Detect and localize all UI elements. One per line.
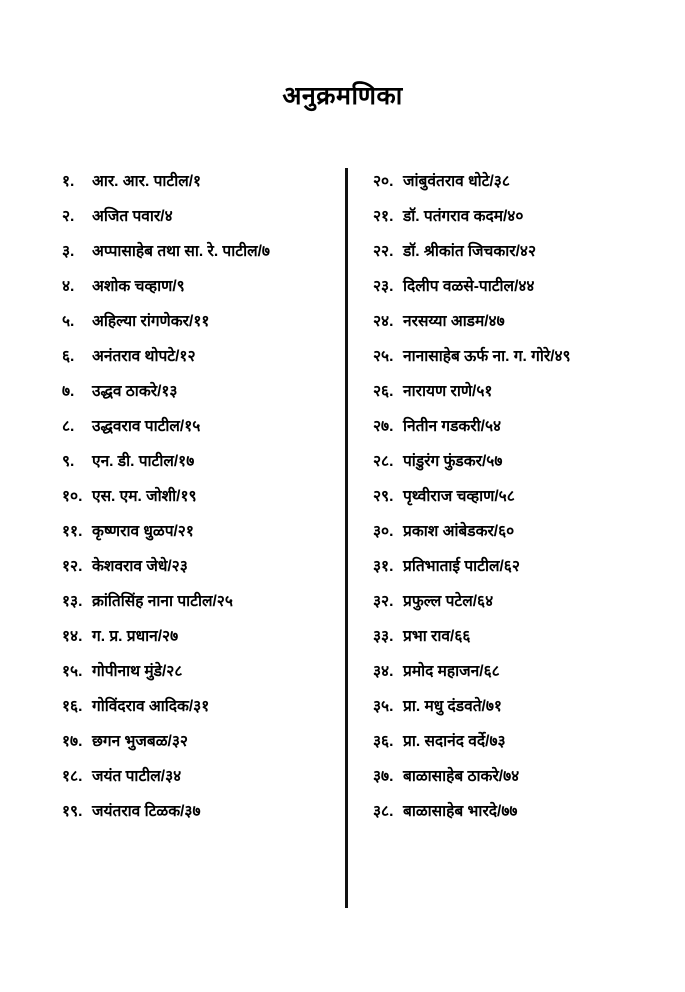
list-item[interactable] xyxy=(373,804,623,820)
item-number: ३४. xyxy=(373,663,394,680)
item-number: ६. xyxy=(62,348,75,365)
item-number: २३. xyxy=(373,278,394,295)
item-number: ३०. xyxy=(373,523,394,540)
item-title: छगन भुजबळ/३२ xyxy=(92,733,188,750)
list-item[interactable] xyxy=(373,769,623,785)
item-title: जयंत पाटील/३४ xyxy=(92,768,182,785)
list-item[interactable] xyxy=(373,454,623,470)
list-item[interactable] xyxy=(62,244,338,260)
item-number: १६. xyxy=(62,698,83,715)
item-number: २८. xyxy=(373,453,394,470)
item-number: १५. xyxy=(62,663,83,680)
item-number: ३२. xyxy=(373,593,394,610)
list-item[interactable] xyxy=(373,279,623,295)
toc-column-left xyxy=(62,174,338,839)
list-item[interactable] xyxy=(62,664,338,680)
item-number: ५. xyxy=(62,313,75,330)
list-item[interactable] xyxy=(62,419,338,435)
item-number: ३७. xyxy=(373,768,394,785)
item-number: ३. xyxy=(62,243,75,260)
item-title: अशोक चव्हाण/९ xyxy=(92,278,185,295)
item-title: दिलीप वळसे-पाटील/४४ xyxy=(403,278,535,295)
item-number: ३८. xyxy=(373,803,394,820)
list-item[interactable] xyxy=(62,769,338,785)
list-item[interactable] xyxy=(373,699,623,715)
item-title: प्रभा राव/६६ xyxy=(403,628,471,645)
item-title: प्रा. सदानंद वर्दे/७३ xyxy=(403,733,506,750)
item-number: १२. xyxy=(62,558,83,575)
item-title: नितीन गडकरी/५४ xyxy=(403,418,502,435)
item-title: प्रा. मधु दंडवते/७१ xyxy=(403,698,502,715)
list-item[interactable] xyxy=(62,699,338,715)
list-item[interactable] xyxy=(373,664,623,680)
list-item[interactable] xyxy=(373,244,623,260)
item-title: प्रतिभाताई पाटील/६२ xyxy=(403,558,520,575)
item-title: अप्पासाहेब तथा सा. रे. पाटील/७ xyxy=(92,243,270,260)
item-number: २५. xyxy=(373,348,394,365)
item-title: अजित पवार/४ xyxy=(92,208,173,225)
list-item[interactable] xyxy=(62,734,338,750)
item-number: २७. xyxy=(373,418,394,435)
list-item[interactable] xyxy=(62,349,338,365)
list-item[interactable] xyxy=(373,559,623,575)
item-number: २. xyxy=(62,208,75,225)
list-item[interactable] xyxy=(62,279,338,295)
list-item[interactable] xyxy=(62,524,338,540)
page-title: अनुक्रमणिका xyxy=(282,82,403,110)
item-title: एन. डी. पाटील/१७ xyxy=(92,453,195,470)
list-item[interactable] xyxy=(373,734,623,750)
item-number: २१. xyxy=(373,208,394,225)
list-item[interactable] xyxy=(62,209,338,225)
item-title: नारायण राणे/५१ xyxy=(403,383,493,400)
item-title: नानासाहेब ऊर्फ ना. ग. गोरे/४९ xyxy=(403,348,571,365)
item-title: उद्धव ठाकरे/१३ xyxy=(92,383,178,400)
item-title: उद्धवराव पाटील/१५ xyxy=(92,418,201,435)
item-title: क्रांतिसिंह नाना पाटील/२५ xyxy=(92,593,233,610)
item-title: अनंतराव थोपटे/१२ xyxy=(92,348,196,365)
item-title: आर. आर. पाटील/१ xyxy=(92,173,202,190)
list-item[interactable] xyxy=(62,314,338,330)
item-title: प्रकाश आंबेडकर/६० xyxy=(403,523,515,540)
item-number: ९. xyxy=(62,453,75,470)
item-title: जांबुवंतराव धोटे/३८ xyxy=(403,173,510,190)
item-title: गोविंदराव आदिक/३१ xyxy=(92,698,210,715)
item-number: ३३. xyxy=(373,628,394,645)
list-item[interactable] xyxy=(373,489,623,505)
item-number: २६. xyxy=(373,383,394,400)
item-title: जयंतराव टिळक/३७ xyxy=(92,803,201,820)
list-item[interactable] xyxy=(62,594,338,610)
table-of-contents xyxy=(0,174,685,839)
item-number: १०. xyxy=(62,488,83,505)
list-item[interactable] xyxy=(373,594,623,610)
column-divider xyxy=(345,168,348,908)
list-item[interactable] xyxy=(373,524,623,540)
list-item[interactable] xyxy=(373,629,623,645)
item-title: प्रफुल्ल पटेल/६४ xyxy=(403,593,494,610)
list-item[interactable] xyxy=(62,804,338,820)
item-title: प्रमोद महाजन/६८ xyxy=(403,663,500,680)
item-title: एस. एम. जोशी/१९ xyxy=(92,488,197,505)
item-title: अहिल्या रांगणेकर/११ xyxy=(92,313,210,330)
item-number: ७. xyxy=(62,383,75,400)
item-title: डॉ. श्रीकांत जिचकार/४२ xyxy=(403,243,537,260)
list-item[interactable] xyxy=(373,174,623,190)
item-title: पृथ्वीराज चव्हाण/५८ xyxy=(403,488,515,505)
list-item[interactable] xyxy=(373,349,623,365)
list-item[interactable] xyxy=(62,489,338,505)
item-number: ३६. xyxy=(373,733,394,750)
list-item[interactable] xyxy=(62,384,338,400)
list-item[interactable] xyxy=(373,384,623,400)
item-number: ८. xyxy=(62,418,75,435)
item-title: गोपीनाथ मुंडे/२८ xyxy=(92,663,183,680)
item-number: २४. xyxy=(373,313,394,330)
list-item[interactable] xyxy=(373,209,623,225)
item-title: बाळासाहेब ठाकरे/७४ xyxy=(403,768,520,785)
item-title: डॉ. पतंगराव कदम/४० xyxy=(403,208,524,225)
item-number: २२. xyxy=(373,243,394,260)
item-number: २०. xyxy=(373,173,394,190)
item-title: कृष्णराव धुळप/२१ xyxy=(92,523,194,540)
item-number: १४. xyxy=(62,628,83,645)
item-number: १३. xyxy=(62,593,83,610)
item-number: ३५. xyxy=(373,698,394,715)
item-number: १९. xyxy=(62,803,83,820)
list-item[interactable] xyxy=(373,419,623,435)
item-title: केशवराव जेधे/२३ xyxy=(92,558,188,575)
item-number: ३१. xyxy=(373,558,394,575)
item-title: पांडुरंग फुंडकर/५७ xyxy=(403,453,503,470)
item-number: ११. xyxy=(62,523,83,540)
item-number: ४. xyxy=(62,278,75,295)
toc-column-right xyxy=(347,174,623,839)
item-number: १. xyxy=(62,173,75,190)
list-item[interactable] xyxy=(62,629,338,645)
item-number: १८. xyxy=(62,768,83,785)
list-item[interactable] xyxy=(373,314,623,330)
list-item[interactable] xyxy=(62,174,338,190)
item-title: ग. प्र. प्रधान/२७ xyxy=(92,628,179,645)
item-title: नरसय्या आडम/४७ xyxy=(403,313,505,330)
item-number: १७. xyxy=(62,733,83,750)
list-item[interactable] xyxy=(62,454,338,470)
item-title: बाळासाहेब भारदे/७७ xyxy=(403,803,518,820)
list-item[interactable] xyxy=(62,559,338,575)
item-number: २९. xyxy=(373,488,394,505)
